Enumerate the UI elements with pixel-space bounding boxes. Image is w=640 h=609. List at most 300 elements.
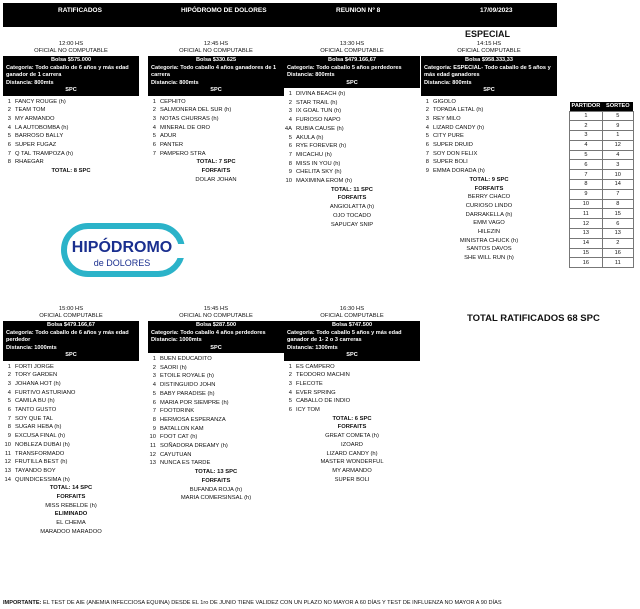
sorteo-row	[570, 180, 634, 190]
runner-name: FANCY ROUGE (h)	[15, 98, 66, 105]
runner-name: LA AUTOBOMBA (h)	[15, 124, 69, 131]
race-oficial: OFICIAL COMPUTABLE	[320, 313, 384, 319]
runner-number: 13	[4, 467, 11, 474]
race-spc: SPC	[65, 352, 77, 358]
race-bolsa: Bolsa $575.000	[50, 57, 92, 63]
forfait-name: SHE WILL RUN (h)	[464, 255, 514, 262]
race-time: 12:00 HS	[58, 41, 84, 47]
runner-name: STAR TRAIL (h)	[296, 99, 338, 106]
sorteo-value: 4	[602, 150, 633, 160]
runner-name: CHELITA SKY (h)	[296, 169, 342, 176]
race-total: TOTAL: 6 SPC	[332, 415, 372, 422]
forfait-name: LIZARD CANDY (h)	[326, 450, 378, 457]
runner-row	[148, 141, 284, 150]
runner-name: QUINDICESSIMA (h)	[15, 476, 70, 483]
runner-name: CEPHITO	[160, 98, 186, 105]
race-info-box	[3, 321, 139, 361]
runner-number: 1	[7, 98, 11, 105]
race-oficial: OFICIAL NO COMPUTABLE	[179, 48, 253, 54]
runner-name: TRANSFORMADO	[15, 450, 65, 457]
runner-number: 6	[152, 399, 156, 406]
race-oficial: OFICIAL COMPUTABLE	[457, 48, 521, 54]
sorteo-value: 8	[602, 199, 633, 209]
runner-row	[3, 406, 139, 415]
runner-row	[3, 158, 139, 167]
forfait-name: SUPER BOLI	[334, 476, 370, 483]
runner-row	[284, 134, 420, 143]
runner-name: FRUTILLA BEST (h)	[15, 459, 68, 466]
runner-name: SALMONERA DEL SUR (h)	[160, 107, 232, 114]
race-distancia: Distancia: 800mts	[151, 79, 199, 86]
runner-number: 4	[425, 124, 429, 131]
runner-number: 3	[152, 373, 156, 380]
runner-name: FOOT CAT (h)	[160, 434, 198, 441]
forfait-name: DOLAR JOHAN	[195, 176, 237, 183]
sorteo-row	[570, 121, 634, 131]
runner-row	[3, 363, 139, 372]
sorteo-partidor: 6	[570, 160, 603, 170]
runner-row	[3, 380, 139, 389]
sorteo-partidor: 1	[570, 111, 603, 121]
runner-name: REY MILO	[433, 115, 461, 122]
runner-list	[284, 363, 420, 415]
runner-row	[3, 441, 139, 450]
race-total: TOTAL: 7 SPC	[196, 159, 236, 166]
race-distancia: Distancia: 800mts	[6, 79, 54, 86]
race-categoria: Categoria: Todo caballo 4 años perdedores	[151, 329, 266, 336]
section-label: FORFAITS	[337, 424, 367, 431]
runner-row	[3, 397, 139, 406]
race-spc: SPC	[346, 352, 358, 358]
runner-number: 2	[425, 107, 429, 114]
runner-number: 9	[152, 425, 156, 432]
runner-name: CAMILA BU (h)	[15, 398, 55, 405]
race-time: 14:15 HS	[476, 41, 502, 47]
runner-number: 7	[152, 408, 156, 415]
runner-row	[3, 423, 139, 432]
runner-row	[284, 160, 420, 169]
runner-number: 7	[7, 150, 11, 157]
runner-number: 9	[7, 433, 11, 440]
forfait-name: MINISTRA CHUCK (h)	[459, 237, 519, 244]
sorteo-value: 1	[602, 131, 633, 141]
sorteo-row	[570, 258, 634, 268]
runner-name: ETOILE ROYALE (h)	[160, 373, 214, 380]
runner-row	[148, 433, 284, 442]
runner-row	[421, 141, 557, 150]
race-oficial: OFICIAL NO COMPUTABLE	[34, 48, 108, 54]
sorteo-row	[570, 209, 634, 219]
forfait-name: GREAT COMETA (h)	[325, 433, 379, 440]
runner-number: 4	[7, 124, 11, 131]
runner-name: FOOTDRINK	[160, 408, 195, 415]
header-bar	[3, 3, 557, 27]
runner-name: TANTO GUSTO	[15, 407, 57, 414]
runner-number: 12	[4, 459, 11, 466]
race-categoria: Categoria: Todo caballo de 6 años y más edad ganador de 1 carrera	[6, 64, 129, 78]
runner-name: EXCUSA FINAL (h)	[15, 433, 66, 440]
runner-name: DISTINGUIDO JOHN	[160, 382, 216, 389]
runner-number: 6	[7, 407, 11, 414]
race-spc: SPC	[210, 344, 222, 351]
race-spc: SPC	[65, 87, 77, 93]
header-reunion: REUNION Nº 8	[336, 7, 381, 14]
runner-number: 11	[4, 450, 11, 457]
sorteo-value: 2	[602, 238, 633, 248]
runner-number: 3	[425, 115, 429, 122]
runner-row	[3, 476, 139, 485]
sorteo-partidor: 8	[570, 180, 603, 190]
runner-name: EVER SPRING	[296, 389, 336, 396]
runner-row	[148, 399, 284, 408]
runner-row	[3, 371, 139, 380]
header-hipodromo: HIPÓDROMO DE DOLORES	[181, 7, 267, 14]
runner-list	[421, 98, 557, 176]
forfait-name: MARIA COMERSINSAL (h)	[180, 495, 252, 502]
forfait-name: SANTOS DAVOS	[466, 246, 512, 253]
runner-number: 14	[4, 476, 11, 483]
forfait-name: BERRY CHACO	[467, 194, 511, 201]
runner-name: LIZARD CANDY (h)	[433, 124, 485, 131]
runner-row	[284, 116, 420, 125]
runner-row	[148, 106, 284, 115]
race-distancia: Distancia: 1300mts	[287, 344, 338, 351]
runner-number: 9	[425, 168, 429, 175]
runner-name: NOBLEZA DUBAI (h)	[15, 441, 70, 448]
sorteo-header-partidor: PARTIDOR	[571, 103, 601, 110]
runner-name: PAMPERO STRA	[160, 150, 206, 157]
race-info-box	[284, 56, 420, 88]
forfait-name: CURIOSO LINDO	[465, 202, 513, 209]
runner-row	[284, 363, 420, 372]
sorteo-row	[570, 111, 634, 121]
sorteo-row	[570, 140, 634, 150]
runner-number: 4	[288, 389, 292, 396]
runner-row	[148, 115, 284, 124]
runner-name: TORY GARDEN	[15, 372, 58, 379]
runner-name: SUPER FUGAZ	[15, 142, 57, 149]
runner-row	[148, 381, 284, 390]
logo-line1: HIPÓDROMO	[71, 239, 173, 256]
sorteo-value: 16	[602, 248, 633, 258]
runner-name: SUPER BOLI	[433, 159, 468, 166]
race-time: 12:45 HS	[203, 41, 229, 47]
forfait-name: ANGIOLATTA (h)	[329, 204, 375, 211]
sorteo-value: 7	[602, 189, 633, 199]
sorteo-header-sorteo: SORTEO	[602, 102, 633, 111]
race-info-box	[284, 321, 420, 361]
runner-row	[3, 432, 139, 441]
section-label: FORFAITS	[201, 168, 231, 175]
runner-row	[3, 467, 139, 476]
section-label: FORFAITS	[56, 494, 86, 501]
runner-list	[148, 98, 284, 159]
runner-name: BUEN EDUCADITO	[160, 356, 212, 362]
runner-number: 1	[152, 356, 156, 362]
race-time: 16:30 HS	[339, 306, 365, 312]
runner-row	[148, 459, 284, 468]
runner-name: MISS IN YOU (h)	[296, 160, 341, 167]
race-block	[3, 41, 139, 176]
sorteo-partidor: 5	[570, 150, 603, 160]
sorteo-value: 13	[602, 229, 633, 239]
runner-name: FLECOTE	[296, 380, 323, 387]
runner-name: TEODORO MACHIN	[296, 372, 350, 379]
runner-name: MAXIMINA EROM (h)	[296, 178, 353, 185]
race-time: 15:45 HS	[203, 306, 229, 312]
race-distancia: Distancia: 1000mts	[151, 337, 202, 343]
race-bolsa: Bolsa $287.500	[195, 322, 237, 328]
race-categoria: Categoria: ESPECIAL- Todo caballo de 5 años y más edad ganadores	[424, 64, 551, 78]
runner-row	[3, 141, 139, 150]
runner-name: SUGAR HEBA (h)	[15, 424, 62, 431]
runner-list	[148, 355, 284, 468]
runner-number: 12	[149, 451, 156, 458]
runner-number: 1	[152, 98, 156, 105]
runner-number: 6	[152, 142, 156, 149]
runner-list	[3, 363, 139, 485]
runner-number: 1	[288, 363, 292, 370]
runner-number: 10	[285, 178, 292, 185]
runner-name: MINERAL DE ORO	[160, 124, 211, 131]
sorteo-value: 3	[602, 160, 633, 170]
runner-name: HERMOSA ESPERANZA	[160, 416, 226, 423]
forfait-name: MISS REBELDE (h)	[45, 502, 97, 509]
sorteo-partidor: 11	[570, 209, 603, 219]
runner-row	[148, 407, 284, 416]
sorteo-partidor: 10	[570, 199, 603, 209]
runner-row	[284, 99, 420, 108]
sorteo-partidor: 7	[570, 170, 603, 180]
runner-name: GIGOLO	[433, 98, 456, 105]
runner-number: 1	[7, 363, 11, 370]
runner-number: 7	[425, 150, 429, 157]
race-total: TOTAL: 9 SPC	[469, 176, 509, 183]
runner-row	[148, 416, 284, 425]
sorteo-value: 14	[602, 180, 633, 190]
runner-name: BATALLON KAM	[160, 425, 204, 432]
runner-row	[284, 389, 420, 398]
runner-number: 3	[7, 380, 11, 387]
runner-number: 8	[7, 424, 11, 431]
runner-number: 8	[152, 416, 156, 423]
race-bolsa: Bolsa $479.166,67	[47, 322, 95, 328]
runner-row	[284, 380, 420, 389]
runner-number: 9	[288, 169, 292, 176]
runner-number: 4	[152, 382, 156, 389]
race-time: 15:00 HS	[58, 306, 84, 312]
runner-row	[148, 150, 284, 159]
sorteo-row	[570, 199, 634, 209]
forfait-name: OJO TOCADO	[332, 212, 372, 219]
runner-number: 6	[425, 142, 429, 149]
runner-name: MARIA POR SIEMPRE (h)	[160, 399, 229, 406]
race-total: TOTAL: 13 SPC	[194, 469, 238, 476]
race-oficial: OFICIAL COMPUTABLE	[39, 313, 103, 319]
runner-row	[421, 150, 557, 159]
runner-row	[148, 451, 284, 460]
runner-number: 8	[7, 159, 11, 166]
sorteo-value: 10	[602, 170, 633, 180]
forfait-name: SAPUCAY SNIP	[330, 221, 374, 228]
race-bolsa: Bolsa $747.500	[331, 322, 373, 328]
sorteo-partidor: 13	[570, 229, 603, 239]
runner-row	[148, 390, 284, 399]
sorteo-value: 15	[602, 209, 633, 219]
header-fecha: 17/09/2023	[480, 7, 513, 14]
section-label: FORFAITS	[337, 195, 367, 202]
race-distancia: Distancia: 1000mts	[6, 344, 57, 351]
race-total: TOTAL: 11 SPC	[331, 186, 373, 193]
runner-number: 2	[7, 372, 11, 379]
race-spc: SPC	[210, 87, 222, 93]
runner-row	[3, 98, 139, 107]
sorteo-header-row	[570, 102, 634, 111]
runner-row	[284, 371, 420, 380]
runner-number: 1	[288, 91, 292, 97]
runner-name: MICACHU (h)	[296, 151, 332, 158]
runner-name: NUNCA ES TARDE	[160, 460, 211, 467]
runner-row	[148, 372, 284, 381]
race-distancia: Distancia: 800mts	[424, 79, 472, 86]
sorteo-partidor: 2	[570, 121, 603, 131]
race-block	[148, 41, 284, 185]
runner-row	[421, 124, 557, 133]
race-time: 13:30 HS	[339, 41, 365, 47]
runner-number: 5	[7, 133, 11, 140]
runner-number: 5	[152, 133, 156, 140]
runner-row	[148, 364, 284, 373]
runner-number: 5	[7, 398, 11, 405]
sorteo-row	[570, 248, 634, 258]
runner-number: 7	[152, 150, 156, 157]
race-categoria: Categoria: Todo caballo 5 años y más edad ganador de 1- 2 o 3 carreras	[287, 329, 402, 343]
runner-list	[284, 90, 420, 186]
race-info-box	[148, 321, 284, 353]
runner-number: 2	[288, 372, 292, 379]
runner-row	[284, 168, 420, 177]
section-label: FORFAITS	[201, 477, 231, 484]
race-categoria: Categoria: Todo caballo de 6 años y más edad perdedor	[6, 329, 129, 343]
runner-row	[148, 124, 284, 133]
runner-row	[284, 406, 420, 415]
sorteo-partidor: 12	[570, 219, 603, 229]
forfait-name: EL CHEMA	[56, 520, 86, 527]
runner-row	[3, 450, 139, 459]
sorteo-row	[570, 219, 634, 229]
runner-number: 2	[152, 364, 156, 371]
runner-row	[284, 397, 420, 406]
runner-row	[3, 124, 139, 133]
runner-name: BARROSO BALLY	[15, 133, 64, 140]
runner-name: MY ARMANDO	[15, 115, 55, 122]
runner-number: 4A	[284, 125, 292, 132]
forfait-name: BUFANDA ROJA (h)	[189, 486, 243, 493]
runner-number: 6	[288, 407, 292, 414]
runner-name: ES CAMPERO	[296, 363, 335, 370]
runner-row	[3, 389, 139, 398]
runner-list	[3, 98, 139, 168]
runner-row	[284, 107, 420, 116]
runner-name: CITY PURE	[433, 133, 464, 140]
runner-name: RUBIA CAUSE (h)	[296, 125, 344, 132]
runner-number: 2	[152, 107, 156, 114]
race-info-box	[3, 56, 139, 96]
race-bolsa: Bolsa $958.333,33	[465, 57, 513, 63]
runner-row	[284, 177, 420, 186]
runner-number: 8	[288, 160, 292, 167]
sorteo-row	[570, 160, 634, 170]
race-total: TOTAL: 8 SPC	[51, 168, 91, 175]
sorteo-partidor: 9	[570, 189, 603, 199]
runner-name: EMMA DORADA (h)	[433, 168, 485, 175]
race-spc: SPC	[346, 79, 358, 86]
sorteo-value: 11	[602, 258, 633, 268]
runner-name: BABY PARADISE (h)	[160, 390, 215, 397]
runner-number: 13	[149, 460, 156, 467]
runner-row	[148, 98, 284, 107]
race-oficial: OFICIAL NO COMPUTABLE	[179, 313, 253, 319]
runner-row	[421, 115, 557, 124]
runner-name: AKULA (h)	[296, 134, 324, 141]
race-categoria: Categoria: Todo caballo 4 años ganadores de 1 carrera	[151, 64, 277, 78]
runner-name: IX GOAL TUN (h)	[296, 108, 342, 115]
runner-number: 3	[152, 115, 156, 122]
runner-name: JOHANA HOT (h)	[15, 380, 61, 387]
runner-name: SOY QUE TAL	[15, 415, 54, 422]
runner-name: DIVINA BEACH (h)	[296, 91, 346, 97]
runner-name: TOPADA LETAL (h)	[433, 107, 484, 114]
runner-row	[148, 355, 284, 364]
runner-row	[284, 90, 420, 99]
runner-name: FURTIVO ASTURIANO	[15, 389, 76, 396]
race-block	[148, 306, 284, 503]
runner-row	[421, 132, 557, 141]
runner-number: 2	[288, 99, 292, 106]
runner-name: TEAM TOM	[15, 107, 46, 114]
runner-row	[421, 98, 557, 107]
runner-row	[3, 150, 139, 159]
race-info-box	[421, 56, 557, 96]
runner-name: ADUR	[160, 133, 177, 140]
section-label: ELIMINADO	[54, 511, 88, 518]
runner-number: 8	[425, 159, 429, 166]
race-block	[284, 306, 420, 484]
sorteo-row	[570, 189, 634, 199]
runner-name: ICY TOM	[296, 407, 320, 414]
sorteo-value: 6	[602, 219, 633, 229]
runner-name: NOTAS CHURRAS (h)	[160, 115, 219, 122]
runner-number: 5	[288, 398, 292, 405]
runner-number: 6	[7, 142, 11, 149]
runner-name: Q TAL TRAMPOZA (h)	[15, 150, 74, 157]
runner-number: 6	[288, 143, 292, 150]
logo-line2: de DOLORES	[93, 258, 151, 268]
runner-row	[421, 158, 557, 167]
runner-row	[284, 151, 420, 160]
race-oficial: OFICIAL COMPUTABLE	[320, 48, 384, 54]
runner-number: 3	[288, 108, 292, 115]
runner-name: SOY DON FELIX	[433, 150, 478, 157]
section-label: FORFAITS	[474, 185, 504, 192]
runner-number: 2	[7, 107, 11, 114]
runner-number: 10	[149, 434, 156, 441]
runner-number: 4	[7, 389, 11, 396]
runner-row	[3, 458, 139, 467]
runner-number: 7	[7, 415, 11, 422]
sorteo-partidor: 16	[570, 258, 603, 268]
forfait-name: EMM VAGO	[473, 220, 505, 227]
